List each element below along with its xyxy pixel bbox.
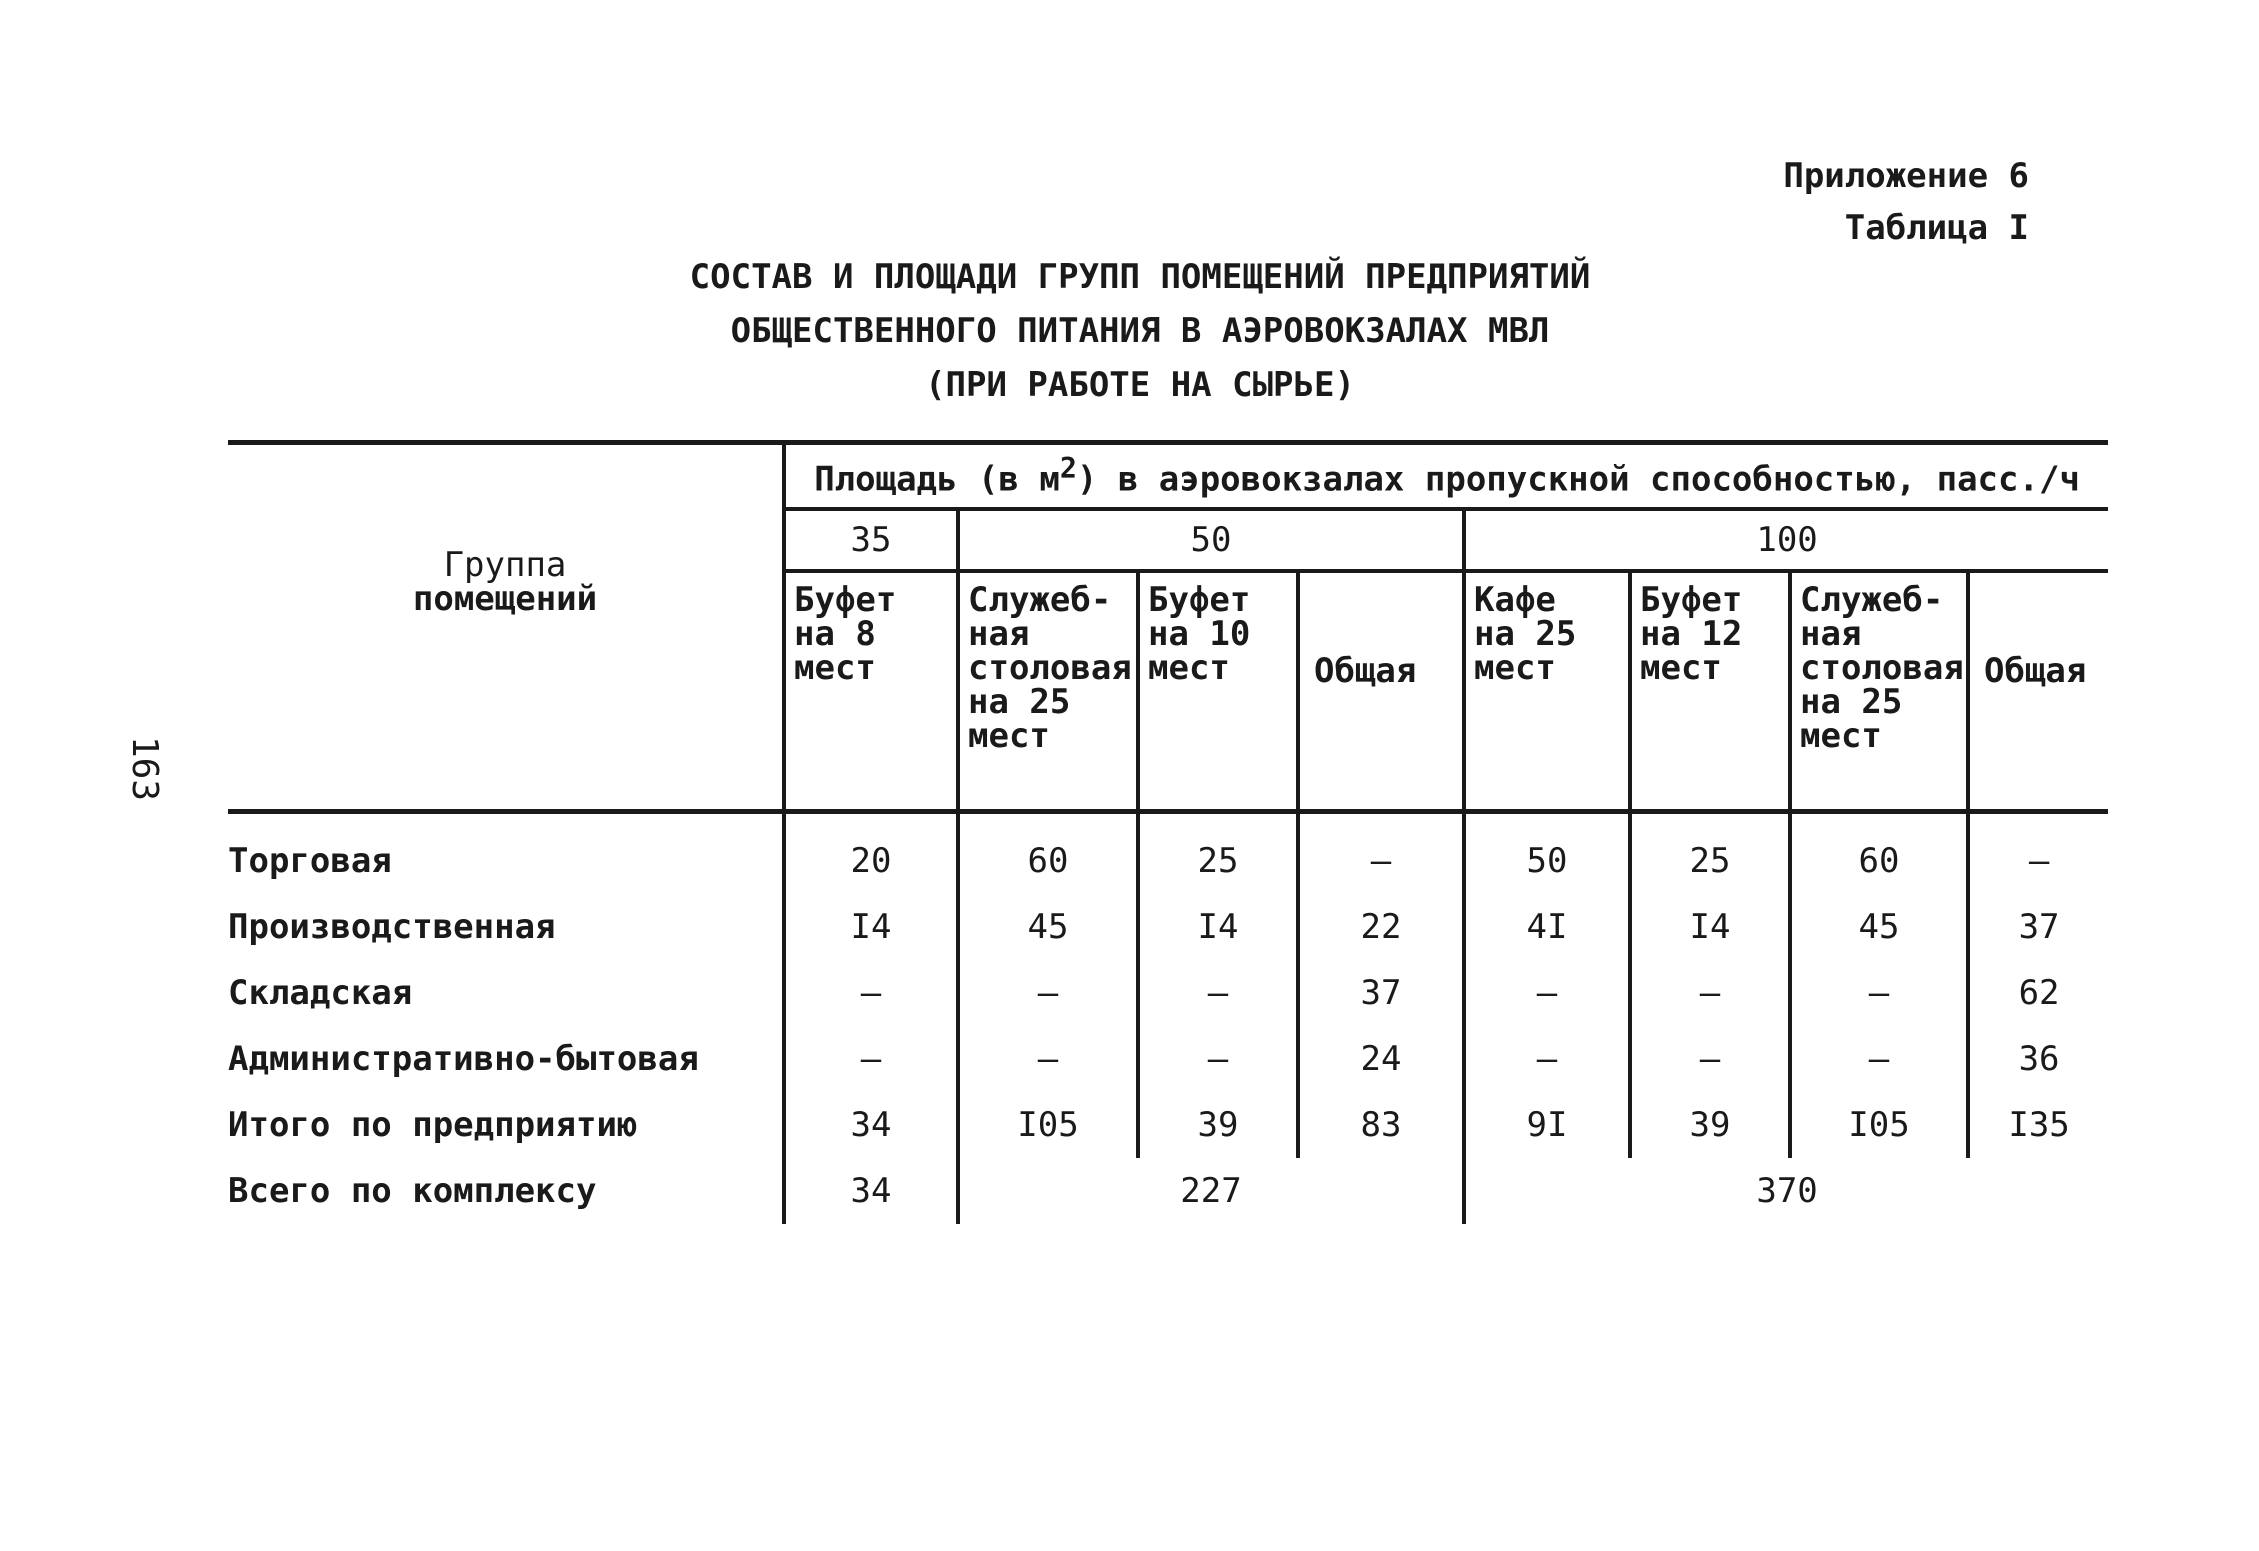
table-cell: 83 <box>1298 1092 1464 1158</box>
table-row <box>228 894 2108 960</box>
table-row <box>228 960 2108 1026</box>
column-header-buffet-8 <box>784 571 958 812</box>
total-cell-100: 370 <box>1464 1158 2108 1224</box>
header-text: мест <box>1474 648 1556 688</box>
group-column-header <box>228 443 784 812</box>
header-text: столовая <box>968 648 1132 688</box>
table-cell: – <box>1464 960 1630 1026</box>
table-cell: 24 <box>1298 1026 1464 1092</box>
column-header-staff-canteen-25 <box>958 571 1138 812</box>
table-cell: 25 <box>1138 812 1298 895</box>
table-cell: I35 <box>1968 1092 2108 1158</box>
table-cell: 39 <box>1138 1092 1298 1158</box>
header-text: ная <box>1800 614 1862 654</box>
row-label: Складская <box>228 973 413 1013</box>
header-text: на 12 <box>1640 614 1743 654</box>
header-text: Буфет <box>1148 580 1251 620</box>
header-text: мест <box>1800 716 1882 756</box>
column-header-buffet-12 <box>1630 571 1790 812</box>
header-text: на 25 <box>968 682 1071 722</box>
table-cell: I4 <box>1630 894 1790 960</box>
header-text: Общая <box>1984 651 2087 691</box>
table-cell: 45 <box>958 894 1138 960</box>
total-cell-50: 227 <box>958 1158 1464 1224</box>
table-cell: – <box>1138 960 1298 1026</box>
total-row-label: Всего по комплексу <box>228 1171 597 1211</box>
table-cell: – <box>784 1026 958 1092</box>
group-header-line-2: помещений <box>412 579 598 619</box>
title-line-3: (ПРИ РАБОТЕ НА СЫРЬЕ) <box>925 365 1355 405</box>
row-label: Торговая <box>228 841 392 881</box>
table-cell: 50 <box>1464 812 1630 895</box>
appendix-heading <box>1783 150 2029 254</box>
header-text: Буфет <box>794 580 897 620</box>
document-title <box>560 250 1720 412</box>
table-cell: I05 <box>1790 1092 1968 1158</box>
table-cell: 20 <box>784 812 958 895</box>
header-text: мест <box>1640 648 1722 688</box>
table-cell: – <box>784 960 958 1026</box>
table-cell: – <box>1630 960 1790 1026</box>
header-text: на 8 <box>794 614 876 654</box>
header-text: на 10 <box>1148 614 1251 654</box>
area-header <box>784 443 2108 510</box>
table-cell: 34 <box>784 1092 958 1158</box>
header-text: Общая <box>1314 651 1417 691</box>
column-header-staff-canteen-25-b <box>1790 571 1968 812</box>
table-cell: – <box>1298 812 1464 895</box>
column-header-total-100 <box>1968 571 2108 812</box>
table-cell: 4I <box>1464 894 1630 960</box>
table-row <box>228 1092 2108 1158</box>
header-text: мест <box>968 716 1050 756</box>
table-cell: I4 <box>1138 894 1298 960</box>
row-label: Производственная <box>228 907 556 947</box>
title-line-2: ОБЩЕСТВЕННОГО ПИТАНИЯ В АЭРОВОКЗАЛАХ МВЛ <box>730 311 1550 351</box>
table-number: Таблица I <box>1844 208 2029 248</box>
table-cell: 37 <box>1298 960 1464 1026</box>
group-header-line-1: Группа <box>443 545 567 585</box>
total-row <box>228 1158 2108 1224</box>
header-text: Кафе <box>1474 580 1556 620</box>
table-row <box>228 1026 2108 1092</box>
table-cell: 25 <box>1630 812 1790 895</box>
table-cell: 36 <box>1968 1026 2108 1092</box>
appendix-number: Приложение 6 <box>1783 156 2029 196</box>
title-line-1: СОСТАВ И ПЛОЩАДИ ГРУПП ПОМЕЩЕНИЙ ПРЕДПРИЯТИЙ <box>689 257 1591 297</box>
table-cell: 60 <box>1790 812 1968 895</box>
table-cell: 22 <box>1298 894 1464 960</box>
header-text: мест <box>794 648 876 688</box>
table-cell: 9I <box>1464 1092 1630 1158</box>
table-cell: – <box>1790 960 1968 1026</box>
table-cell: – <box>1968 812 2108 895</box>
header-text: ная <box>968 614 1030 654</box>
total-cell-35: 34 <box>784 1158 958 1224</box>
header-text: на 25 <box>1800 682 1903 722</box>
header-text: на 25 <box>1474 614 1577 654</box>
header-text: мест <box>1148 648 1230 688</box>
header-text: столовая <box>1800 648 1964 688</box>
capacity-100: 100 <box>1464 509 2108 571</box>
table-cell: – <box>1790 1026 1968 1092</box>
header-text: Служеб- <box>1800 580 1944 620</box>
column-header-cafe-25 <box>1464 571 1630 812</box>
table-cell: – <box>958 960 1138 1026</box>
table-cell: 62 <box>1968 960 2108 1026</box>
table-cell: I4 <box>784 894 958 960</box>
table-cell: 45 <box>1790 894 1968 960</box>
capacity-35: 35 <box>784 509 958 571</box>
row-label: Административно-бытовая <box>228 1039 699 1079</box>
table-cell: – <box>958 1026 1138 1092</box>
area-header-prefix: Площадь (в м <box>814 459 1060 500</box>
column-header-buffet-10 <box>1138 571 1298 812</box>
table-cell: 60 <box>958 812 1138 895</box>
header-text: Буфет <box>1640 580 1743 620</box>
data-table <box>228 440 2108 1224</box>
table-cell: – <box>1630 1026 1790 1092</box>
page-number: 163 <box>124 735 166 802</box>
table-row <box>228 812 2108 895</box>
table-cell: – <box>1138 1026 1298 1092</box>
table-cell: 37 <box>1968 894 2108 960</box>
header-text: Служеб- <box>968 580 1112 620</box>
table-cell: I05 <box>958 1092 1138 1158</box>
row-label: Итого по предприятию <box>228 1105 638 1145</box>
capacity-50: 50 <box>958 509 1464 571</box>
table-cell: 39 <box>1630 1092 1790 1158</box>
area-header-superscript: 2 <box>1059 452 1077 486</box>
column-header-total-50 <box>1298 571 1464 812</box>
table-cell: – <box>1464 1026 1630 1092</box>
area-header-suffix: ) в аэровокзалах пропускной способностью, пасс./ч <box>1076 459 2080 500</box>
